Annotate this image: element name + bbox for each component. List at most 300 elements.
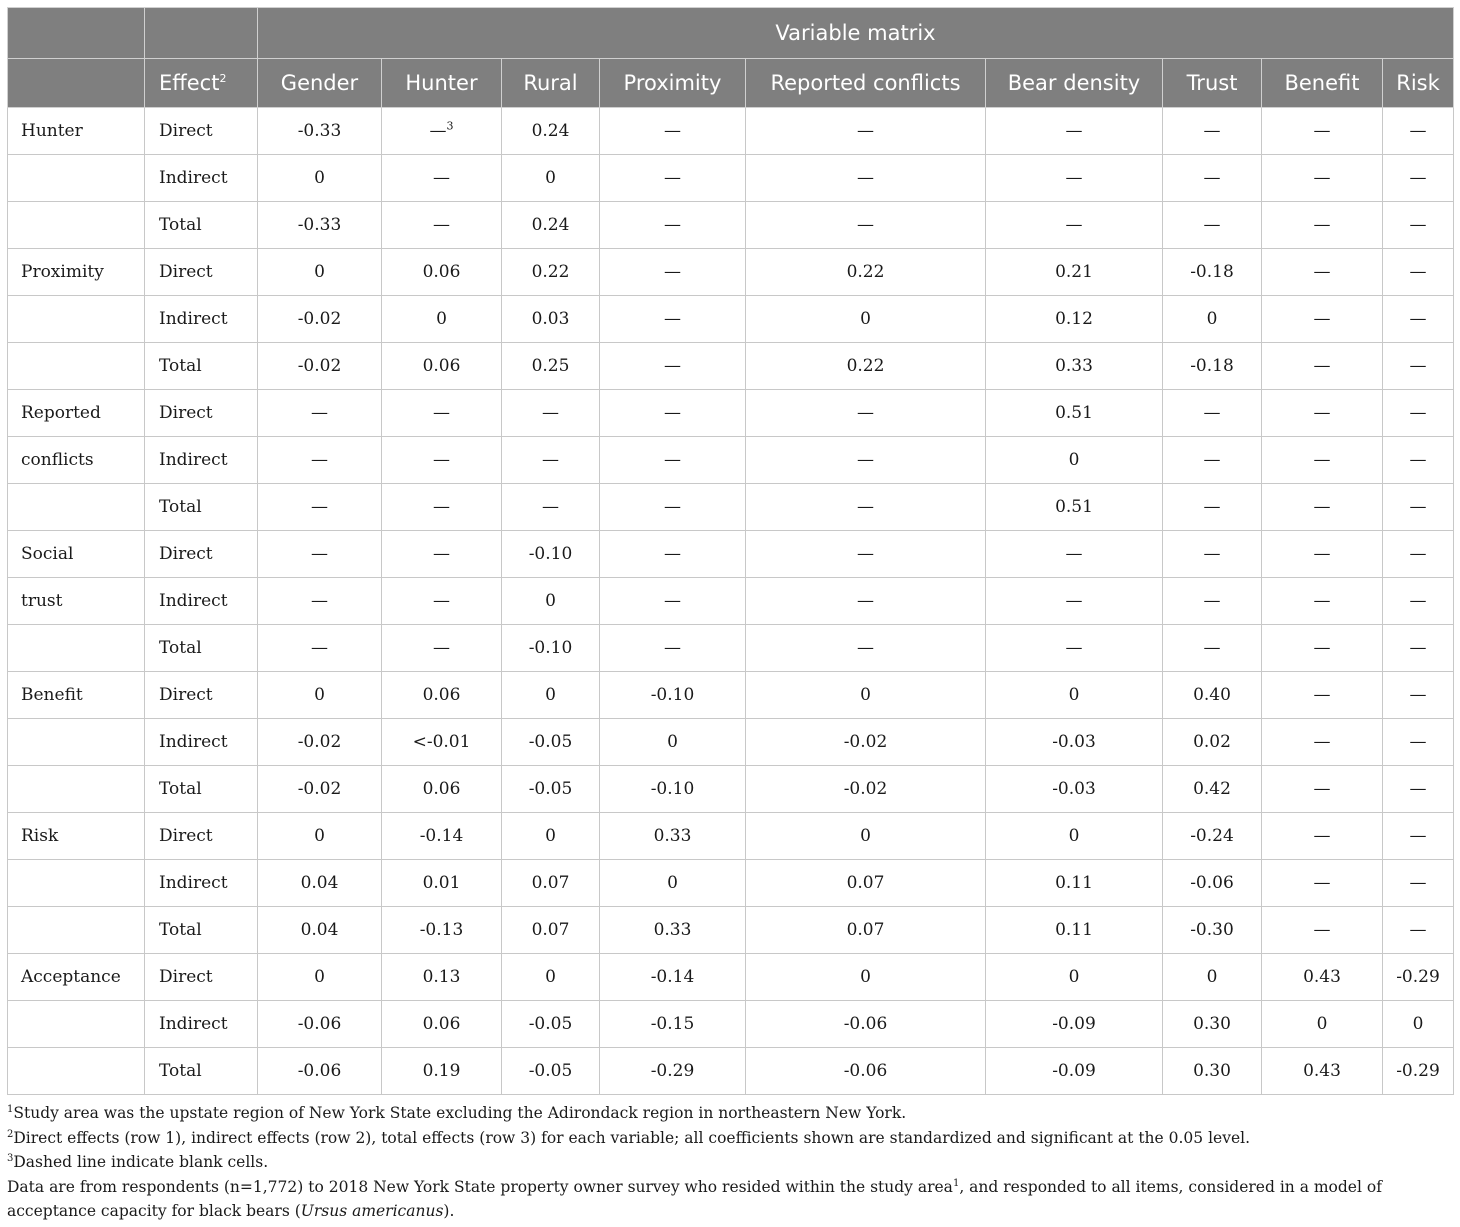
table-cell	[600, 719, 746, 766]
table-row	[8, 531, 1454, 578]
cell-value: —	[1313, 168, 1331, 188]
cell-value: 0.51	[1055, 403, 1093, 423]
table-cell	[1383, 484, 1454, 531]
cell-value: 0	[314, 168, 325, 188]
cell-value: —	[311, 544, 328, 564]
table-row	[8, 1001, 1454, 1048]
table-cell	[502, 437, 600, 484]
cell-value: —	[857, 497, 874, 517]
table-cell	[1163, 249, 1262, 296]
cell-value: —	[1409, 873, 1427, 893]
table-cell	[1262, 484, 1383, 531]
table-cell	[1383, 296, 1454, 343]
cell-value: —	[664, 262, 681, 282]
cell-value: —	[433, 497, 450, 517]
row-variable-label	[8, 719, 145, 766]
row-variable-label	[8, 296, 145, 343]
row-variable-label: Risk	[8, 813, 145, 860]
cell-value: —	[664, 215, 681, 235]
table-cell	[1163, 1048, 1262, 1095]
row-effect-label: Total	[145, 766, 258, 813]
table-cell	[258, 625, 382, 672]
table-cell	[986, 954, 1163, 1001]
table-cell	[600, 578, 746, 625]
table-cell	[1262, 249, 1383, 296]
table-cell	[1383, 907, 1454, 954]
table-cell	[746, 578, 986, 625]
table-header	[8, 8, 1454, 108]
cell-value: 0.22	[846, 262, 885, 282]
row-variable-label	[8, 766, 145, 813]
cell-value: —	[1409, 779, 1427, 799]
table-cell	[600, 531, 746, 578]
table-cell	[746, 531, 986, 578]
cell-value: -0.29	[1396, 1061, 1440, 1081]
cell-value: —	[311, 638, 328, 658]
cell-value: 0	[545, 685, 556, 705]
table-cell	[502, 531, 600, 578]
table-cell	[382, 672, 502, 719]
cell-value: -0.24	[1190, 826, 1234, 846]
cell-value: —	[433, 403, 450, 423]
table-cell	[258, 437, 382, 484]
table-cell	[382, 954, 502, 1001]
table-cell	[1163, 437, 1262, 484]
table-cell	[986, 719, 1163, 766]
row-effect-label: Total	[145, 625, 258, 672]
row-effect-label: Indirect	[145, 578, 258, 625]
table-cell	[1163, 531, 1262, 578]
cell-value: —	[1203, 121, 1221, 141]
table-cell	[258, 343, 382, 390]
cell-value: 0.04	[300, 920, 339, 940]
table-cell	[1262, 860, 1383, 907]
cell-value: —	[1313, 873, 1331, 893]
table-row	[8, 437, 1454, 484]
table-cell	[986, 484, 1163, 531]
table-row	[8, 1048, 1454, 1095]
cell-value: —	[664, 168, 681, 188]
cell-value: —	[1409, 638, 1427, 658]
table-cell	[502, 625, 600, 672]
cell-value: —	[1409, 732, 1427, 752]
table-cell	[986, 860, 1163, 907]
table-row	[8, 296, 1454, 343]
row-effect-label: Total	[145, 343, 258, 390]
table-cell	[746, 672, 986, 719]
table-cell	[502, 343, 600, 390]
table-cell	[258, 390, 382, 437]
table-cell	[1262, 672, 1383, 719]
row-effect-label: Direct	[145, 108, 258, 155]
cell-value: —	[1065, 121, 1083, 141]
row-variable-label	[8, 860, 145, 907]
table-cell	[382, 531, 502, 578]
row-effect-label: Indirect	[145, 719, 258, 766]
footnote-1-marker: 1	[7, 1103, 14, 1115]
table-cell	[1262, 578, 1383, 625]
cell-value: 0.22	[531, 262, 570, 282]
cell-value: —	[1203, 638, 1221, 658]
cell-value: —	[857, 121, 874, 141]
table-body	[8, 108, 1454, 1095]
cell-value: 0.21	[1055, 262, 1093, 282]
cell-value: -0.10	[650, 779, 695, 799]
cell-value: —	[857, 544, 874, 564]
cell-value: —	[433, 544, 450, 564]
table-cell	[1163, 907, 1262, 954]
table-row	[8, 202, 1454, 249]
column-header: Trust	[1163, 59, 1262, 108]
table-cell	[1163, 578, 1262, 625]
cell-value: —	[1409, 356, 1427, 376]
cell-value: 0.30	[1193, 1061, 1231, 1081]
table-cell	[986, 813, 1163, 860]
table-cell	[502, 860, 600, 907]
cell-value: —	[664, 497, 681, 517]
cell-value: -0.18	[1190, 262, 1234, 282]
table-cell	[600, 202, 746, 249]
footnote-2	[7, 1126, 1453, 1151]
cell-value: 0.06	[422, 779, 461, 799]
table-cell	[1383, 578, 1454, 625]
cell-value: 0	[314, 967, 325, 987]
cell-value: 0	[860, 309, 871, 329]
cell-value: —	[433, 215, 450, 235]
cell-value: —	[664, 403, 681, 423]
cell-value: -0.02	[297, 732, 342, 752]
table-cell	[1383, 813, 1454, 860]
table-cell	[1262, 1048, 1383, 1095]
cell-value: -0.05	[528, 779, 573, 799]
row-effect-label: Direct	[145, 672, 258, 719]
row-variable-label: Reported	[8, 390, 145, 437]
table-cell	[986, 1048, 1163, 1095]
cell-value: —	[1203, 403, 1221, 423]
cell-value: -0.15	[650, 1014, 695, 1034]
cell-footnote-marker: 3	[446, 119, 454, 133]
table-cell	[986, 343, 1163, 390]
header-empty-2	[145, 8, 258, 59]
table-cell	[258, 202, 382, 249]
footnote-1	[7, 1101, 1453, 1126]
cell-value: —	[664, 591, 681, 611]
cell-value: —	[1409, 121, 1427, 141]
cell-value: -0.10	[528, 544, 573, 564]
table-cell	[258, 860, 382, 907]
table-row	[8, 108, 1454, 155]
table-row	[8, 625, 1454, 672]
cell-value: —	[1409, 920, 1427, 940]
cell-value: 0	[1068, 685, 1080, 705]
cell-value: 0.01	[422, 873, 461, 893]
table-cell	[1163, 813, 1262, 860]
table-cell	[986, 625, 1163, 672]
row-variable-label: Hunter	[8, 108, 145, 155]
cell-value: 0	[545, 591, 556, 611]
cell-value: 0.06	[422, 356, 461, 376]
table-cell	[746, 1048, 986, 1095]
table-cell	[382, 813, 502, 860]
cell-value: -0.02	[843, 732, 888, 752]
table-cell	[746, 437, 986, 484]
table-cell	[258, 296, 382, 343]
table-footnotes	[7, 1101, 1453, 1224]
row-variable-label	[8, 484, 145, 531]
cell-value: 0	[314, 262, 325, 282]
table-cell	[746, 719, 986, 766]
cell-value: -0.02	[297, 779, 342, 799]
cell-value: 0.19	[422, 1061, 461, 1081]
table-cell	[258, 766, 382, 813]
table-cell	[600, 625, 746, 672]
table-cell	[1163, 860, 1262, 907]
cell-value: —	[1313, 591, 1331, 611]
table-cell	[258, 1001, 382, 1048]
cell-value: —	[1313, 262, 1331, 282]
table-cell	[502, 484, 600, 531]
cell-value: —	[664, 356, 681, 376]
row-effect-label: Indirect	[145, 296, 258, 343]
row-effect-label: Indirect	[145, 155, 258, 202]
cell-value: 0	[1068, 967, 1080, 987]
footnote-3-marker: 3	[7, 1152, 14, 1164]
table-cell	[382, 343, 502, 390]
cell-value: -0.05	[528, 732, 573, 752]
row-variable-label	[8, 1048, 145, 1095]
table-cell	[600, 860, 746, 907]
table-cell	[1262, 155, 1383, 202]
cell-value: —	[433, 638, 450, 658]
table-cell	[600, 249, 746, 296]
cell-value: 0.07	[531, 920, 570, 940]
cell-value: —	[1203, 168, 1221, 188]
cell-value: 0.06	[422, 685, 461, 705]
table-cell	[986, 531, 1163, 578]
table-cell	[502, 390, 600, 437]
table-row	[8, 672, 1454, 719]
cell-value: —	[311, 450, 328, 470]
cell-value: -0.02	[297, 356, 342, 376]
table-cell	[1383, 531, 1454, 578]
table-cell	[600, 813, 746, 860]
table-cell	[1163, 1001, 1262, 1048]
footnote-2-marker: 2	[7, 1128, 14, 1140]
table-cell	[382, 719, 502, 766]
table-cell	[746, 625, 986, 672]
row-variable-label: trust	[8, 578, 145, 625]
effects-table	[7, 7, 1454, 1095]
cell-value: —	[311, 403, 328, 423]
table-cell	[382, 155, 502, 202]
table-cell	[502, 672, 600, 719]
table-row	[8, 766, 1454, 813]
cell-value: —	[433, 591, 450, 611]
row-variable-label	[8, 202, 145, 249]
table-cell	[1383, 625, 1454, 672]
cell-value: 0	[860, 826, 871, 846]
cell-value: -0.14	[650, 967, 695, 987]
cell-value: —	[1313, 685, 1331, 705]
cell-value: 0.11	[1055, 920, 1093, 940]
table-cell	[258, 531, 382, 578]
cell-value: 0.07	[531, 873, 570, 893]
table-row	[8, 249, 1454, 296]
table-cell	[382, 390, 502, 437]
table-cell	[1262, 625, 1383, 672]
cell-value: —	[1203, 591, 1221, 611]
column-header: Benefit	[1262, 59, 1383, 108]
cell-value: 0.11	[1055, 873, 1093, 893]
table-cell	[382, 1001, 502, 1048]
data-source-text-b: , and responded to all items, considered in a model of acceptance capacity for black bears (	[7, 1177, 1382, 1220]
table-cell	[258, 578, 382, 625]
cell-value: 0.04	[300, 873, 339, 893]
cell-value: 0	[545, 168, 556, 188]
table-cell	[1262, 766, 1383, 813]
effect-header-footnote: 2	[219, 72, 227, 85]
column-header: Gender	[258, 59, 382, 108]
table-cell	[746, 343, 986, 390]
cell-value: —	[1203, 450, 1221, 470]
cell-value: —	[664, 638, 681, 658]
table-cell	[1262, 1001, 1383, 1048]
table-cell	[1163, 390, 1262, 437]
cell-value: -0.29	[1396, 967, 1440, 987]
cell-value: 0.22	[846, 356, 885, 376]
table-cell	[1383, 860, 1454, 907]
cell-value: —	[1409, 497, 1427, 517]
table-cell	[382, 1048, 502, 1095]
table-row	[8, 860, 1454, 907]
cell-value: —	[311, 591, 328, 611]
table-cell	[258, 813, 382, 860]
cell-value: —	[1313, 638, 1331, 658]
table-cell	[502, 907, 600, 954]
table-cell	[1163, 155, 1262, 202]
cell-value: -0.05	[528, 1061, 573, 1081]
table-cell	[746, 296, 986, 343]
header-empty-3	[8, 59, 145, 108]
cell-value: 0.06	[422, 1014, 461, 1034]
cell-value: -0.05	[528, 1014, 573, 1034]
row-variable-label: conflicts	[8, 437, 145, 484]
cell-value: 0.30	[1193, 1014, 1231, 1034]
cell-value: —	[1313, 732, 1331, 752]
table-cell	[1383, 390, 1454, 437]
table-cell	[1163, 108, 1262, 155]
cell-value: —	[1313, 920, 1331, 940]
footnote-3-text: Dashed line indicate blank cells.	[13, 1153, 269, 1171]
cell-value: 0	[667, 732, 678, 752]
cell-value: —	[311, 497, 328, 517]
table-cell	[1383, 672, 1454, 719]
row-variable-label	[8, 625, 145, 672]
table-cell	[1383, 343, 1454, 390]
row-effect-label: Direct	[145, 531, 258, 578]
cell-value: —	[433, 168, 450, 188]
table-cell	[1383, 954, 1454, 1001]
column-header: Bear density	[986, 59, 1163, 108]
cell-value: —	[1409, 403, 1427, 423]
cell-value: -0.06	[843, 1014, 888, 1034]
cell-value: -0.06	[843, 1061, 888, 1081]
row-effect-label: Indirect	[145, 437, 258, 484]
table-row	[8, 907, 1454, 954]
table-container	[7, 7, 1453, 1224]
data-source-text-a: Data are from respondents (n=1,772) to 2018 New York State property owner survey who resided within the study area	[7, 1177, 953, 1196]
table-cell	[502, 954, 600, 1001]
table-cell	[600, 343, 746, 390]
table-cell	[382, 907, 502, 954]
table-cell	[382, 249, 502, 296]
cell-value: 0.24	[531, 121, 570, 141]
cell-value: -0.09	[1052, 1061, 1096, 1081]
table-cell	[1383, 155, 1454, 202]
table-cell	[600, 1048, 746, 1095]
cell-value: 0	[860, 685, 871, 705]
cell-value: —	[1065, 638, 1083, 658]
table-cell	[986, 155, 1163, 202]
cell-value: 0.12	[1055, 309, 1093, 329]
table-cell	[1163, 296, 1262, 343]
table-cell	[1383, 437, 1454, 484]
table-cell	[746, 860, 986, 907]
table-cell	[1163, 484, 1262, 531]
table-cell	[746, 202, 986, 249]
cell-value: —	[1313, 121, 1331, 141]
table-cell	[258, 954, 382, 1001]
table-cell	[258, 155, 382, 202]
cell-value: —	[1313, 497, 1331, 517]
cell-value: -0.09	[1052, 1014, 1096, 1034]
table-cell	[502, 1048, 600, 1095]
cell-value: 0.42	[1193, 779, 1231, 799]
table-cell	[600, 390, 746, 437]
table-cell	[258, 484, 382, 531]
footnote-2-text: Direct effects (row 1), indirect effects (row 2), total effects (row 3) for each variable; all coefficients shown are standardized and significant at the 0.05 level.	[13, 1128, 1251, 1147]
cell-value: 0.02	[1193, 732, 1231, 752]
effect-column-header	[145, 59, 258, 108]
cell-value: —	[664, 450, 681, 470]
table-cell	[382, 625, 502, 672]
row-effect-label: Indirect	[145, 1001, 258, 1048]
table-cell	[986, 766, 1163, 813]
table-cell	[1262, 108, 1383, 155]
header-empty-1	[8, 8, 145, 59]
table-row	[8, 390, 1454, 437]
table-row	[8, 155, 1454, 202]
table-row	[8, 484, 1454, 531]
table-cell	[600, 108, 746, 155]
table-cell	[986, 1001, 1163, 1048]
table-cell	[502, 719, 600, 766]
cell-value: —	[1409, 215, 1427, 235]
effect-header-label: Effect	[159, 71, 220, 95]
cell-value: —	[1313, 356, 1331, 376]
cell-value: —	[1313, 544, 1331, 564]
cell-value: 0	[1206, 967, 1218, 987]
table-cell	[986, 202, 1163, 249]
table-cell	[746, 108, 986, 155]
table-cell	[502, 108, 600, 155]
table-cell	[1262, 954, 1383, 1001]
cell-value: —	[433, 450, 450, 470]
cell-value: 0	[314, 685, 325, 705]
cell-value: -0.13	[419, 920, 464, 940]
data-source-marker: 1	[952, 1177, 960, 1189]
cell-value: 0.25	[531, 356, 570, 376]
